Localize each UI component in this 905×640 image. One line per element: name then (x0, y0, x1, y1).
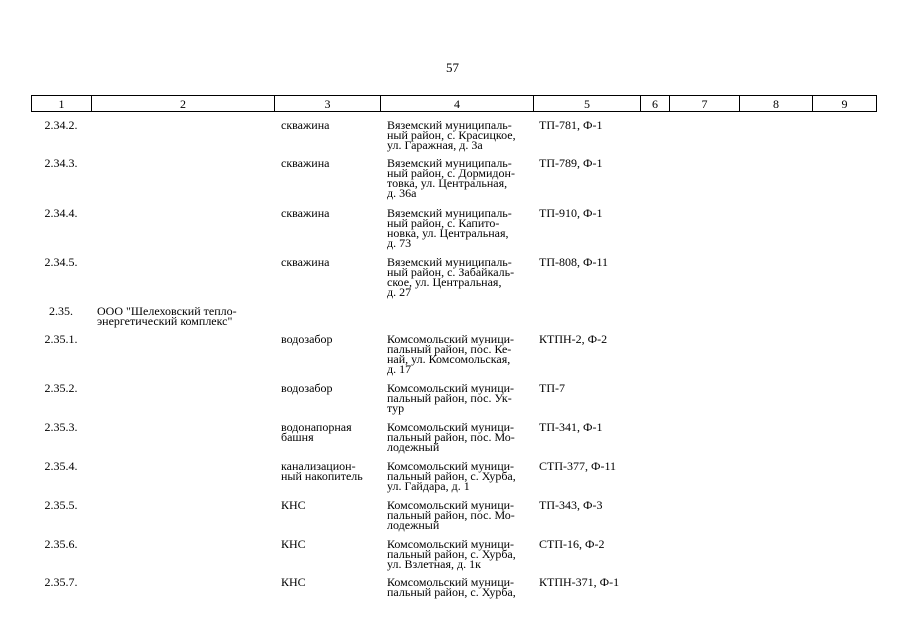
address-cell: Комсомольский муници- пальный район, пос. Ук- тур (387, 381, 515, 415)
address-cell: Вяземский муниципаль- ный район, с. Красицкое, ул. Гаражная, д. 3а (387, 118, 516, 152)
power-source-cell: ТП-7 (539, 381, 565, 395)
address-cell: Вяземский муниципаль- ный район, с. Забайкаль- ское, ул. Центральная, д. 27 (387, 255, 515, 299)
address-cell: Комсомольский муници- пальный район, с. Хурба, (387, 575, 516, 599)
power-source-cell: КТПН-371, Ф-1 (539, 575, 620, 589)
address-cell: Вяземский муниципаль- ный район, с. Капито- новка, ул. Центральная, д. 73 (387, 206, 512, 250)
column-header-5: 5 (534, 96, 641, 111)
object-cell: водозабор (281, 332, 333, 346)
row-number: 2.35.7. (44, 575, 78, 589)
column-header-1: 1 (32, 96, 92, 111)
column-header-4: 4 (381, 96, 534, 111)
row-number: 2.35.6. (44, 537, 78, 551)
row-number: 2.35.5. (44, 498, 78, 512)
table-body (31, 118, 877, 601)
column-header-7: 7 (670, 96, 740, 111)
address-cell: Комсомольский муници- пальный район, с. Хурба, ул. Гайдара, д. 1 (387, 459, 516, 493)
table-row (31, 206, 877, 255)
table-row (31, 156, 877, 206)
row-number: 2.34.3. (44, 156, 78, 170)
object-cell: скважина (281, 118, 330, 132)
column-header-2: 2 (92, 96, 275, 111)
row-number: 2.34.5. (44, 255, 78, 269)
object-cell: скважина (281, 255, 330, 269)
column-header-3: 3 (275, 96, 381, 111)
power-source-cell: ТП-343, Ф-3 (539, 498, 603, 512)
column-header-9: 9 (841, 97, 848, 111)
table-header-row (31, 95, 877, 112)
object-cell: скважина (281, 206, 330, 220)
power-source-cell: ТП-910, Ф-1 (539, 206, 603, 220)
row-number: 2.35.2. (44, 381, 78, 395)
row-number: 2.35.1. (44, 332, 78, 346)
object-cell: водозабор (281, 381, 333, 395)
table-row (31, 118, 877, 156)
table-row (31, 459, 877, 498)
power-source-cell: КТПН-2, Ф-2 (539, 332, 608, 346)
column-header-6: 6 (641, 96, 670, 111)
power-source-cell: ТП-808, Ф-11 (539, 255, 609, 269)
row-number: 2.34.4. (44, 206, 78, 220)
table-row (31, 537, 877, 575)
row-number: 2.35.3. (44, 420, 78, 434)
row-number: 2.35.4. (44, 459, 78, 473)
power-source-cell: СТП-377, Ф-11 (539, 459, 617, 473)
object-cell: канализацион- ный накопитель (281, 459, 363, 483)
address-cell: Комсомольский муници- пальный район, пос. Мо- лодежный (387, 498, 515, 532)
address-cell: Комсомольский муници- пальный район, пос. Ке- най, ул. Комсомольская, д. 17 (387, 332, 515, 376)
object-cell: скважина (281, 156, 330, 170)
table-row (31, 255, 877, 304)
column-header-8: 8 (740, 96, 813, 111)
power-source-cell: ТП-781, Ф-1 (539, 118, 603, 132)
row-number: 2.35. (49, 304, 73, 318)
power-source-cell: СТП-16, Ф-2 (539, 537, 605, 551)
object-cell: КНС (281, 498, 306, 512)
table-row (31, 304, 877, 332)
object-cell: КНС (281, 575, 306, 589)
row-number: 2.34.2. (44, 118, 78, 132)
object-cell: КНС (281, 537, 306, 551)
table-row (31, 575, 877, 601)
table-row (31, 332, 877, 381)
table-row (31, 381, 877, 420)
page-number: 57 (446, 60, 459, 75)
table-row (31, 420, 877, 459)
object-cell: водонапорная башня (281, 420, 352, 444)
power-source-cell: ТП-341, Ф-1 (539, 420, 603, 434)
address-cell: Вяземский муниципаль- ный район, с. Дормидон- товка, ул. Центральная, д. 36а (387, 156, 515, 200)
power-source-cell: ТП-789, Ф-1 (539, 156, 603, 170)
address-cell: Комсомольский муници- пальный район, пос. Мо- лодежный (387, 420, 515, 454)
organization-cell: ООО "Шелеховский тепло- энергетический комплекс" (97, 304, 237, 328)
table-row (31, 498, 877, 537)
address-cell: Комсомольский муници- пальный район, с. Хурба, ул. Взлетная, д. 1к (387, 537, 516, 571)
